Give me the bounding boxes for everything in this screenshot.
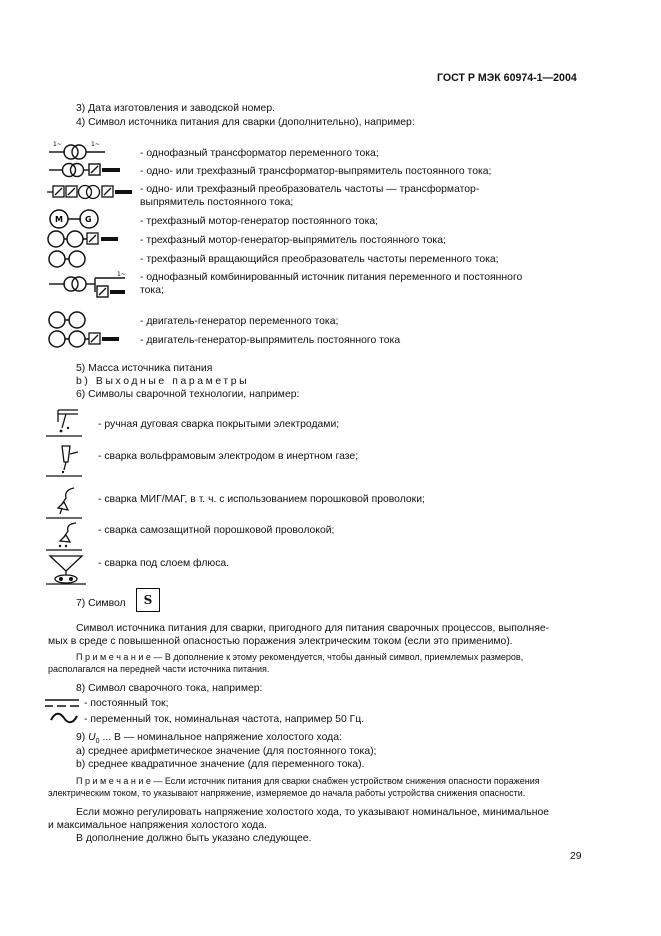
self-shielded-flux-cored-icon: [44, 519, 84, 553]
page-number: 29: [570, 851, 582, 862]
power-symbol-desc-5: - трехфазный мотор-генератор-выпрямитель постоянного тока;: [140, 235, 446, 246]
svg-text:1~: 1~: [53, 141, 62, 148]
process-desc-3: - сварка МИГ/МАГ, в т. ч. с использованием порошковой проволоки;: [98, 494, 425, 505]
regulation-paragraph-line2: и максимальное напряжения холостого хода.: [48, 820, 267, 831]
tig-welding-icon: [44, 442, 84, 480]
item-4: 4) Символ источника питания для сварки (дополнительно), например:: [76, 117, 415, 128]
combined-ac-dc-source-icon: [47, 270, 129, 300]
regulation-paragraph-line3: В дополнение должно быть указано следующее.: [76, 833, 312, 844]
power-symbol-desc-6: - трехфазный вращающийся преобразователь частоты переменного тока;: [140, 254, 499, 265]
power-symbol-desc-9: - двигатель-генератор-выпрямитель постоянного тока: [140, 335, 401, 346]
process-desc-5: - сварка под слоем флюса.: [98, 558, 230, 569]
note-1-line1: П р и м е ч а н и е — В дополнение к этому рекомендуется, чтобы данный символ, приемлемых размеров,: [76, 652, 524, 662]
item-9a: а) среднее арифметическое значение (для постоянного тока);: [76, 746, 377, 757]
item-6: 6) Символы сварочной технологии, например:: [76, 389, 300, 400]
item-9-rest: ... В — номинальное напряжение холостого хода:: [99, 732, 342, 743]
item-9-sub: 0: [95, 738, 100, 746]
s-symbol-paragraph-line1: Символ источника питания для сварки, пригодного для питания сварочных процессов, выполняе-: [76, 623, 550, 634]
current-dc-desc: - постоянный ток;: [84, 698, 169, 709]
item-9-u: U: [88, 732, 96, 743]
transformer-rectifier-icon: [47, 160, 123, 180]
item-9b: b) среднее квадратичное значение (для переменного тока).: [76, 759, 365, 770]
s-symbol-paragraph-line2: мых в среде с повышенной опасностью поражения электрическим током (если это применимо).: [48, 636, 513, 647]
regulation-paragraph-line1: Если можно регулировать напряжение холостого хода, то указывают номинальное, минимальное: [76, 807, 549, 818]
item-5: 5) Масса источника питания: [76, 363, 213, 374]
power-symbol-desc-8: - двигатель-генератор переменного тока;: [140, 316, 339, 327]
process-desc-4: - сварка самозащитной порошковой проволокой;: [98, 525, 335, 536]
submerged-arc-welding-icon: [44, 553, 88, 587]
item-8-label: 8) Символ сварочного тока, например:: [76, 683, 263, 694]
alternating-current-icon: [49, 711, 79, 725]
note-2-line1: П р и м е ч а н и е — Если источник питания для сварки снабжен устройством снижения опасности поражения: [76, 776, 540, 786]
engine-generator-rectifier-icon: [47, 328, 123, 350]
power-symbol-desc-3a: - одно- или трехфазный преобразователь частоты — трансформатор-: [140, 184, 480, 195]
power-symbol-desc-4: - трехфазный мотор-генератор постоянного тока;: [140, 216, 379, 227]
note-1-line2: располагался на передней части источника питания.: [48, 664, 270, 674]
note-2-line2: электрическим током, то указывают напряжение, измеряемое до начала работы устройства снижения опасности.: [48, 788, 526, 798]
power-symbol-desc-1: - однофазный трансформатор переменного тока;: [140, 148, 379, 159]
svg-text:G: G: [85, 215, 92, 224]
document-header: ГОСТ Р МЭК 60974-1—2004: [437, 72, 577, 84]
power-symbol-desc-2: - одно- или трехфазный трансформатор-выпрямитель постоянного тока;: [140, 166, 492, 177]
item-3: 3) Дата изготовления и заводской номер.: [76, 103, 275, 114]
mma-welding-icon: [44, 404, 84, 440]
item-7-label: 7) Символ: [76, 598, 126, 609]
process-desc-1: - ручная дуговая сварка покрытыми электродами;: [98, 419, 340, 430]
rotary-frequency-converter-icon: [47, 248, 97, 270]
power-symbol-desc-7a: - однофазный комбинированный источник питания переменного и постоянного: [140, 272, 523, 283]
section-b-output-params: b) Выходные параметры: [76, 376, 250, 387]
frequency-converter-icon: [45, 181, 135, 203]
svg-text:1~: 1~: [91, 141, 100, 148]
process-desc-2: - сварка вольфрамовым электродом в инертном газе;: [98, 451, 359, 462]
current-ac-desc: - переменный ток, номинальная частота, например 50 Гц.: [84, 714, 365, 725]
item-9-prefix: 9): [76, 732, 89, 743]
direct-current-icon: [44, 698, 80, 708]
power-symbol-desc-3b: выпрямитель постоянного тока;: [140, 197, 294, 208]
hazard-s-symbol: S: [136, 588, 160, 612]
svg-text:M: M: [55, 215, 63, 224]
mig-mag-welding-icon: [44, 484, 84, 522]
power-symbol-desc-7b: тока;: [140, 285, 164, 296]
svg-text:1~: 1~: [117, 271, 126, 278]
